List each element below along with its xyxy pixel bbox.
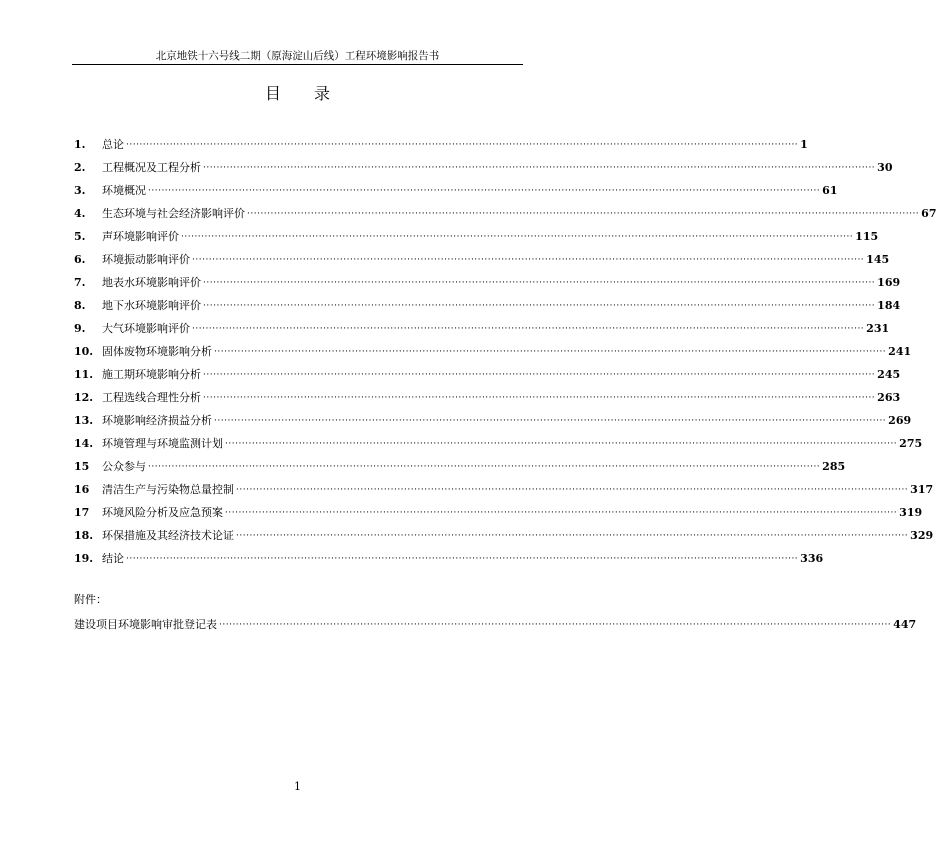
toc-entry-page: 145 bbox=[866, 253, 890, 266]
toc-entry[interactable] bbox=[74, 290, 901, 313]
toc-entry[interactable] bbox=[74, 497, 923, 520]
toc-entry-page: 30 bbox=[877, 161, 893, 174]
toc-entry-label: 工程概况及工程分析 bbox=[102, 161, 201, 174]
toc-entry-label: 环境风险分析及应急预案 bbox=[102, 506, 223, 519]
annex-entry[interactable] bbox=[74, 609, 917, 632]
toc-entry-page: 241 bbox=[888, 345, 912, 358]
toc-entry-page: 319 bbox=[899, 506, 923, 519]
toc-entry-page: 115 bbox=[855, 230, 879, 243]
toc-entry[interactable] bbox=[74, 129, 808, 152]
toc-entry-label: 环境振动影响评价 bbox=[102, 253, 190, 266]
toc-entry-label: 总论 bbox=[102, 138, 124, 151]
toc-entry-page: 245 bbox=[877, 368, 901, 381]
toc-entry-page: 285 bbox=[822, 460, 846, 473]
toc-entry-number: 19. bbox=[74, 552, 94, 565]
toc-entry-leader: ········································································································································································································ bbox=[203, 163, 876, 173]
toc-entry-label: 结论 bbox=[102, 552, 124, 565]
toc-entry-number: 10. bbox=[74, 345, 94, 358]
page-title: 目 录 bbox=[264, 84, 345, 103]
toc-entry-label: 地下水环境影响评价 bbox=[102, 299, 201, 312]
toc-entry-leader: ········································································································································································································ bbox=[192, 324, 865, 334]
toc-entry-number: 14. bbox=[74, 437, 94, 450]
toc-entry-leader: ········································································································································································································ bbox=[203, 301, 876, 311]
toc-entry-label: 环境管理与环境监测计划 bbox=[102, 437, 223, 450]
toc-entry-label: 公众参与 bbox=[102, 460, 146, 473]
running-header: 北京地铁十六号线二期（原海淀山后线）工程环境影响报告书 bbox=[155, 50, 440, 62]
toc-entry-number: 17 bbox=[74, 506, 90, 519]
table-of-contents bbox=[74, 129, 936, 566]
toc-entry[interactable] bbox=[74, 428, 923, 451]
toc-entry-leader: ········································································································································································································ bbox=[225, 439, 898, 449]
toc-entry-leader: ········································································································································································································ bbox=[126, 140, 799, 150]
toc-entry-page: 336 bbox=[800, 552, 824, 565]
toc-entry-label: 环保措施及其经济技术论证 bbox=[102, 529, 234, 542]
toc-entry[interactable] bbox=[74, 221, 879, 244]
toc-entry-page: 275 bbox=[899, 437, 923, 450]
toc-entry-leader: ········································································································································································································ bbox=[192, 255, 865, 265]
toc-entry[interactable] bbox=[74, 451, 846, 474]
toc-entry[interactable] bbox=[74, 543, 824, 566]
annex-heading: 附件： bbox=[74, 593, 107, 606]
annex-entry-leader: ········································································································································································································ bbox=[219, 620, 892, 630]
toc-entry-number: 8. bbox=[74, 299, 86, 312]
toc-entry-leader: ········································································································································································································ bbox=[148, 462, 821, 472]
toc-entry-leader: ········································································································································································································ bbox=[236, 531, 909, 541]
toc-entry-page: 269 bbox=[888, 414, 912, 427]
header-rule bbox=[72, 64, 523, 65]
toc-entry-page: 61 bbox=[822, 184, 838, 197]
toc-entry[interactable] bbox=[74, 267, 901, 290]
toc-entry[interactable] bbox=[74, 474, 934, 497]
toc-entry[interactable] bbox=[74, 336, 912, 359]
annex-entry-label: 建设项目环境影响审批登记表 bbox=[74, 618, 217, 631]
toc-entry-label: 固体废物环境影响分析 bbox=[102, 345, 212, 358]
toc-entry[interactable] bbox=[74, 244, 890, 267]
toc-entry-number: 5. bbox=[74, 230, 86, 243]
toc-entry[interactable] bbox=[74, 198, 936, 221]
toc-entry-page: 263 bbox=[877, 391, 901, 404]
toc-entry[interactable] bbox=[74, 359, 901, 382]
toc-entry-number: 2. bbox=[74, 161, 86, 174]
toc-entry-page: 317 bbox=[910, 483, 934, 496]
toc-entry-label: 生态环境与社会经济影响评价 bbox=[102, 207, 245, 220]
toc-entry-leader: ········································································································································································································ bbox=[203, 393, 876, 403]
toc-entry-leader: ········································································································································································································ bbox=[181, 232, 854, 242]
toc-entry-leader: ········································································································································································································ bbox=[247, 209, 920, 219]
toc-entry-leader: ········································································································································································································ bbox=[203, 370, 876, 380]
toc-entry-leader: ········································································································································································································ bbox=[126, 554, 799, 564]
toc-entry[interactable] bbox=[74, 313, 890, 336]
toc-entry[interactable] bbox=[74, 405, 912, 428]
toc-entry-page: 329 bbox=[910, 529, 934, 542]
toc-entry-number: 1. bbox=[74, 138, 86, 151]
toc-entry-number: 3. bbox=[74, 184, 86, 197]
toc-entry-page: 1 bbox=[800, 138, 808, 151]
toc-entry-label: 清洁生产与污染物总量控制 bbox=[102, 483, 234, 496]
toc-entry-number: 7. bbox=[74, 276, 86, 289]
toc-entry-label: 环境影响经济损益分析 bbox=[102, 414, 212, 427]
toc-entry-label: 施工期环境影响分析 bbox=[102, 368, 201, 381]
toc-entry-page: 67 bbox=[921, 207, 936, 220]
toc-entry[interactable] bbox=[74, 382, 901, 405]
toc-entry-leader: ········································································································································································································ bbox=[225, 508, 898, 518]
toc-entry-page: 169 bbox=[877, 276, 901, 289]
toc-entry[interactable] bbox=[74, 175, 838, 198]
toc-entry-number: 16 bbox=[74, 483, 90, 496]
toc-entry-label: 工程选线合理性分析 bbox=[102, 391, 201, 404]
toc-entry-label: 环境概况 bbox=[102, 184, 146, 197]
toc-entry-label: 声环境影响评价 bbox=[102, 230, 179, 243]
toc-entry-number: 15 bbox=[74, 460, 90, 473]
toc-entry-number: 18. bbox=[74, 529, 94, 542]
toc-entry-number: 13. bbox=[74, 414, 94, 427]
toc-entry-leader: ········································································································································································································ bbox=[203, 278, 876, 288]
toc-entry-number: 9. bbox=[74, 322, 86, 335]
toc-entry-leader: ········································································································································································································ bbox=[148, 186, 821, 196]
toc-entry-number: 11. bbox=[74, 368, 94, 381]
toc-entry-page: 231 bbox=[866, 322, 890, 335]
toc-entry[interactable] bbox=[74, 520, 934, 543]
toc-entry-leader: ········································································································································································································ bbox=[214, 416, 887, 426]
toc-entry-page: 184 bbox=[877, 299, 901, 312]
toc-entry-number: 4. bbox=[74, 207, 86, 220]
toc-entry-number: 12. bbox=[74, 391, 94, 404]
annex-entry-page: 447 bbox=[893, 618, 917, 631]
toc-entry-leader: ········································································································································································································ bbox=[236, 485, 909, 495]
page-number: 1 bbox=[294, 780, 301, 793]
toc-entry[interactable] bbox=[74, 152, 893, 175]
toc-entry-number: 6. bbox=[74, 253, 86, 266]
toc-entry-leader: ········································································································································································································ bbox=[214, 347, 887, 357]
toc-entry-label: 地表水环境影响评价 bbox=[102, 276, 201, 289]
toc-entry-label: 大气环境影响评价 bbox=[102, 322, 190, 335]
